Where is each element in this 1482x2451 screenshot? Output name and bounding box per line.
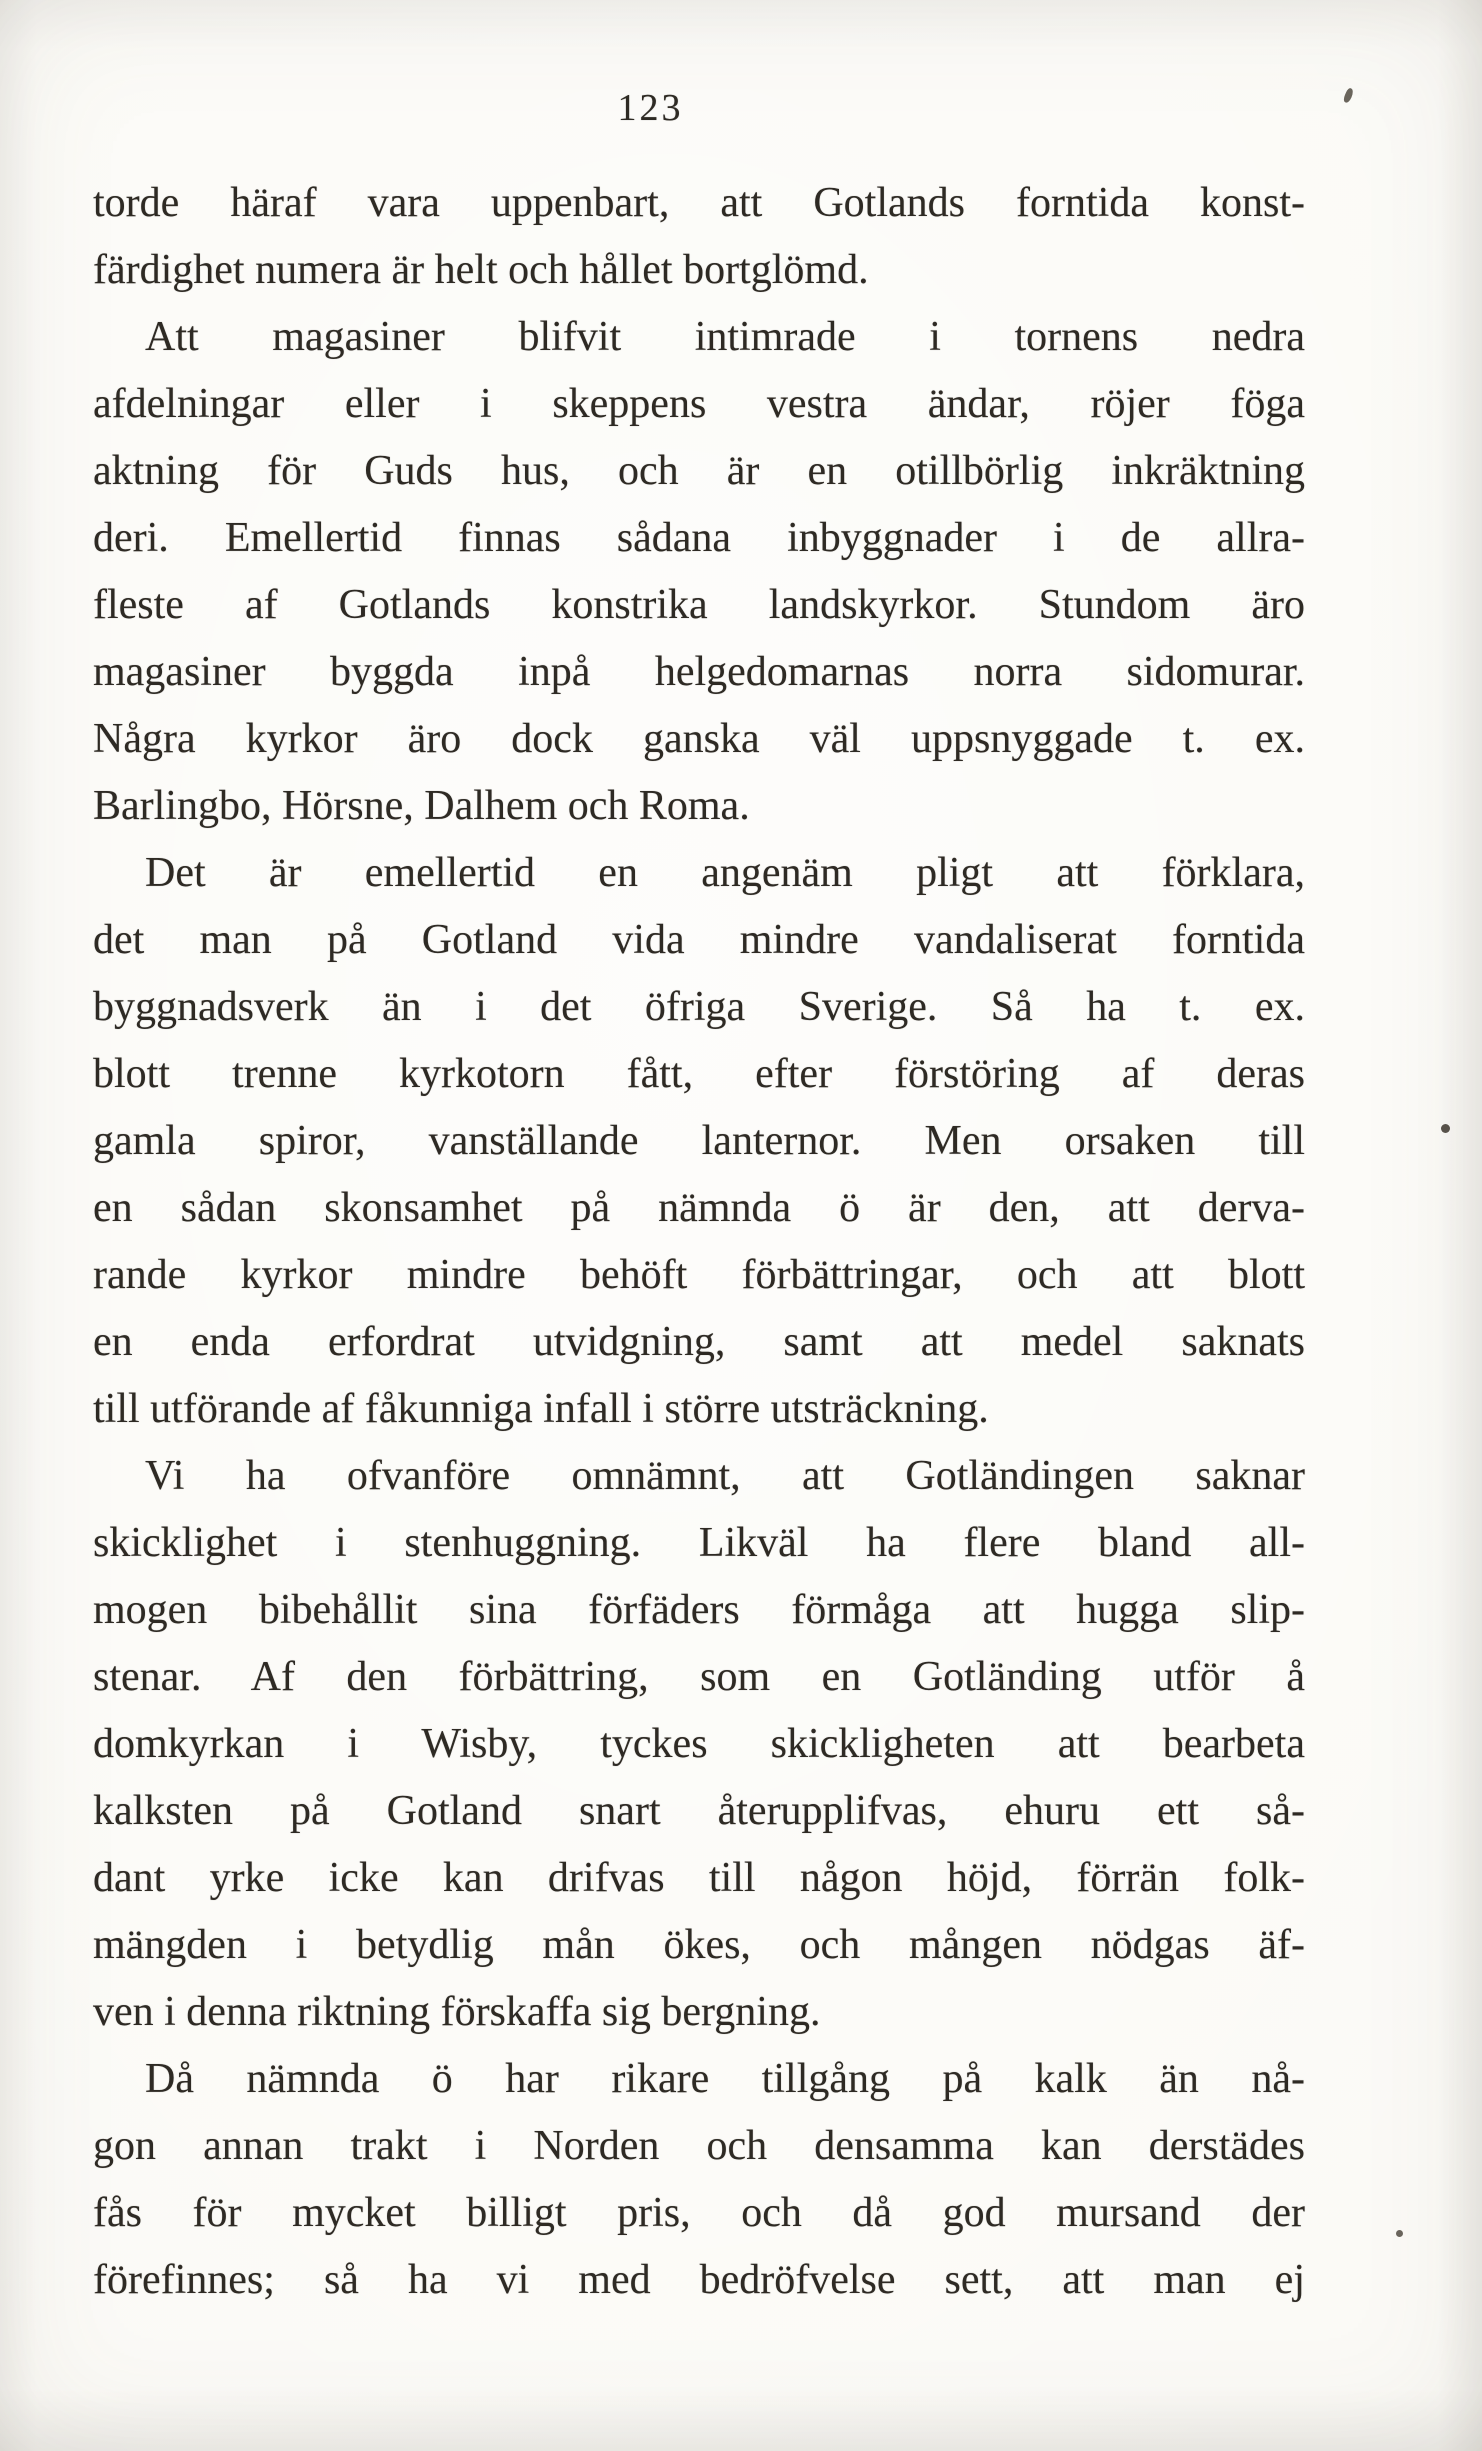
text-line: fleste af Gotlands konstrika landskyrkor. Stundom äro [93, 582, 1305, 628]
text-line: afdelningar eller i skeppens vestra ändar, röjer föga [93, 381, 1305, 427]
page-number: 123 [617, 87, 684, 129]
text-line: deri. Emellertid finnas sådana inbyggnader i de allra- [93, 515, 1305, 561]
text-line: en enda erfordrat utvidgning, samt att medel saknats [93, 1319, 1305, 1365]
text-line: färdighet numera är helt och hållet bortglömd. [93, 247, 869, 293]
text-line: Några kyrkor äro dock ganska väl uppsnyggade t. ex. [93, 716, 1305, 762]
scan-speck [1342, 87, 1354, 104]
text-line: Barlingbo, Hörsne, Dalhem och Roma. [93, 783, 750, 829]
text-line: aktning för Guds hus, och är en otillbörlig inkräktning [93, 448, 1305, 494]
page-text-block [93, 170, 1305, 2314]
text-line: gon annan trakt i Norden och densamma kan derstädes [93, 2123, 1305, 2169]
text-line: stenar. Af den förbättring, som en Gotländing utför å [93, 1654, 1305, 1700]
text-line: fås för mycket billigt pris, och då god mursand der [93, 2190, 1305, 2236]
text-line: dant yrke icke kan drifvas till någon höjd, förrän folk- [93, 1855, 1305, 1901]
text-line: Vi ha ofvanföre omnämnt, att Gotländingen saknar [145, 1453, 1305, 1499]
text-line: mängden i betydlig mån ökes, och mången nödgas äf- [93, 1922, 1305, 1968]
text-line: byggnadsverk än i det öfriga Sverige. Så ha t. ex. [93, 984, 1305, 1030]
text-line: magasiner byggda inpå helgedomarnas norra sidomurar. [93, 649, 1305, 695]
text-line: Att magasiner blifvit intimrade i tornens nedra [145, 314, 1305, 360]
text-line: rande kyrkor mindre behöft förbättringar, och att blott [93, 1252, 1305, 1298]
text-line: blott trenne kyrkotorn fått, efter förstöring af deras [93, 1051, 1305, 1097]
text-line: till utförande af fåkunniga infall i större utsträckning. [93, 1386, 989, 1432]
text-line: en sådan skonsamhet på nämnda ö är den, att derva- [93, 1185, 1305, 1231]
text-line: Då nämnda ö har rikare tillgång på kalk än nå- [145, 2056, 1305, 2102]
text-line: torde häraf vara uppenbart, att Gotlands forntida konst- [93, 180, 1305, 226]
scan-speck [1396, 2230, 1403, 2237]
text-line: mogen bibehållit sina förfäders förmåga att hugga slip- [93, 1587, 1305, 1633]
scan-speck [1441, 1124, 1450, 1133]
text-line: det man på Gotland vida mindre vandaliserat forntida [93, 917, 1305, 963]
text-line: gamla spiror, vanställande lanternor. Men orsaken till [93, 1118, 1305, 1164]
text-line: ven i denna riktning förskaffa sig bergning. [93, 1989, 821, 2035]
text-line: skicklighet i stenhuggning. Likväl ha flere bland all- [93, 1520, 1305, 1566]
text-line: Det är emellertid en angenäm pligt att förklara, [145, 850, 1305, 896]
text-line: kalksten på Gotland snart återupplifvas, ehuru ett så- [93, 1788, 1305, 1834]
text-line: domkyrkan i Wisby, tyckes skickligheten att bearbeta [93, 1721, 1305, 1767]
text-line: förefinnes; så ha vi med bedröfvelse sett, att man ej [93, 2257, 1305, 2303]
